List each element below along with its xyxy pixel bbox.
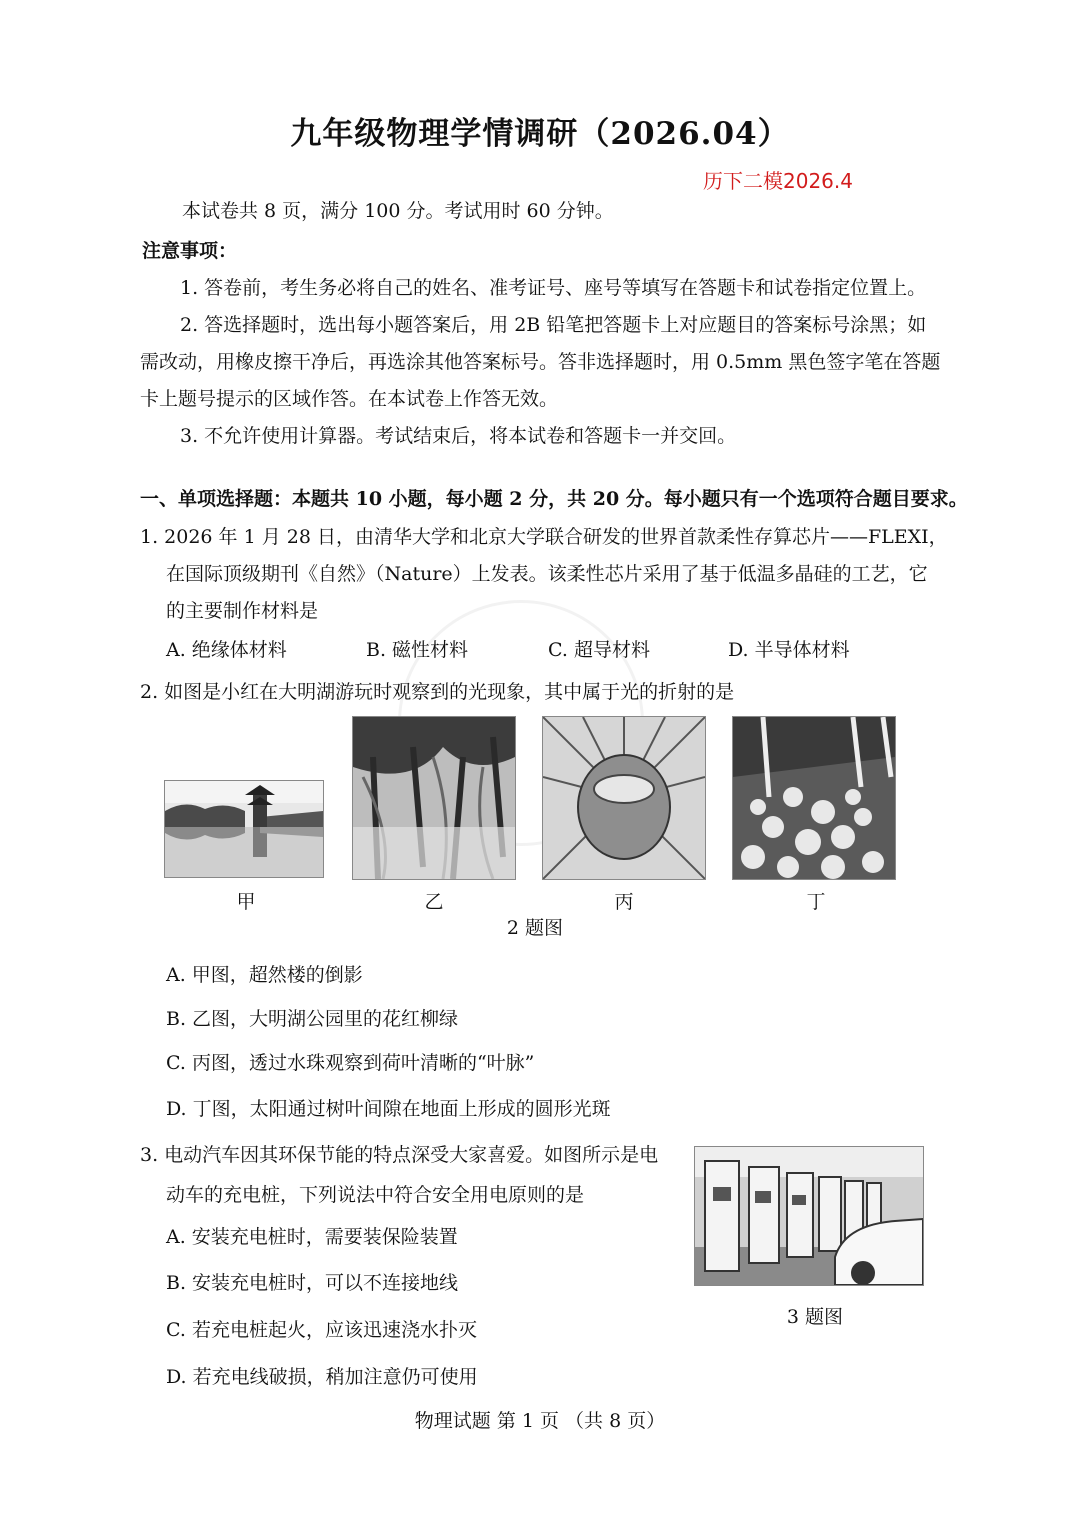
q1-option-c: C. 超导材料 <box>548 639 650 661</box>
q3-stem-line2: 动车的充电桩，下列说法中符合安全用电原则的是 <box>166 1184 585 1206</box>
section-1-heading: 一、单项选择题：本题共 10 小题，每小题 2 分，共 20 分。每小题只有一个选项符合题目要求。 <box>140 488 968 510</box>
q2-option-d: D. 丁图，太阳通过树叶间隙在地面上形成的圆形光斑 <box>166 1098 611 1120</box>
note-item-3: 3. 不允许使用计算器。考试结束后，将本试卷和答题卡一并交回。 <box>180 425 737 447</box>
q2-stem: 2. 如图是小红在大明湖游玩时观察到的光现象，其中属于光的折射的是 <box>140 681 735 703</box>
note-item-2-cont2: 卡上题号提示的区域作答。在本试卷上作答无效。 <box>140 388 559 410</box>
q3-option-d: D. 若充电线破损，稍加注意仍可使用 <box>166 1366 478 1388</box>
note-item-2-cont: 需改动，用橡皮擦干净后，再选涂其他答案标号。答非选择题时，用 0.5mm 黑色签字笔在答题 <box>140 351 941 373</box>
q1-stem-line3: 的主要制作材料是 <box>166 600 319 622</box>
q3-option-b: B. 安装充电桩时，可以不连接地线 <box>166 1272 459 1294</box>
q2-photo-jia <box>164 780 324 878</box>
q2-photo-yi <box>352 716 516 880</box>
q1-stem-line2: 在国际顶级期刊《自然》（Nature）上发表。该柔性芯片采用了基于低温多晶硅的工艺，它 <box>166 563 928 585</box>
q3-option-a: A. 安装充电桩时，需要装保险装置 <box>166 1226 458 1248</box>
q2-label-yi: 乙 <box>424 891 444 913</box>
q1-option-b: B. 磁性材料 <box>366 639 469 661</box>
exam-tag: 历下二模2026.4 <box>703 169 853 193</box>
q2-label-jia: 甲 <box>236 891 256 913</box>
page-footer: 物理试题 第 1 页 （共 8 页） <box>414 1410 666 1432</box>
q2-label-ding: 丁 <box>806 891 826 913</box>
note-item-2: 2. 答选择题时，选出每小题答案后，用 2B 铅笔把答题卡上对应题目的答案标号涂黑；如 <box>180 314 927 336</box>
q3-stem-line1: 3. 电动汽车因其环保节能的特点深受大家喜爱。如图所示是电 <box>140 1144 659 1166</box>
q2-option-a: A. 甲图，超然楼的倒影 <box>166 964 363 986</box>
q1-stem-line1: 1. 2026 年 1 月 28 日，由清华大学和北京大学联合研发的世界首款柔性存算芯片——FLEXI， <box>140 526 948 548</box>
q2-option-c: C. 丙图，透过水珠观察到荷叶清晰的“叶脉” <box>166 1052 535 1074</box>
notes-heading: 注意事项： <box>142 240 238 262</box>
q2-label-bing: 丙 <box>614 891 634 913</box>
q1-option-d: D. 半导体材料 <box>728 639 850 661</box>
page-title: 九年级物理学情调研（2026.04） <box>290 116 790 152</box>
note-item-1: 1. 答卷前，考生务必将自己的姓名、准考证号、座号等填写在答题卡和试卷指定位置上。 <box>180 277 927 299</box>
q2-figure-caption: 2 题图 <box>506 917 564 939</box>
exam-intro: 本试卷共 8 页，满分 100 分。考试用时 60 分钟。 <box>182 200 614 222</box>
q3-photo-charging-stations <box>694 1146 924 1286</box>
q2-photo-bing <box>542 716 706 880</box>
q3-option-c: C. 若充电桩起火，应该迅速浇水扑灭 <box>166 1319 477 1341</box>
q3-figure-caption: 3 题图 <box>786 1306 844 1328</box>
q2-photo-ding <box>732 716 896 880</box>
q1-option-a: A. 绝缘体材料 <box>166 639 287 661</box>
q2-option-b: B. 乙图，大明湖公园里的花红柳绿 <box>166 1008 459 1030</box>
